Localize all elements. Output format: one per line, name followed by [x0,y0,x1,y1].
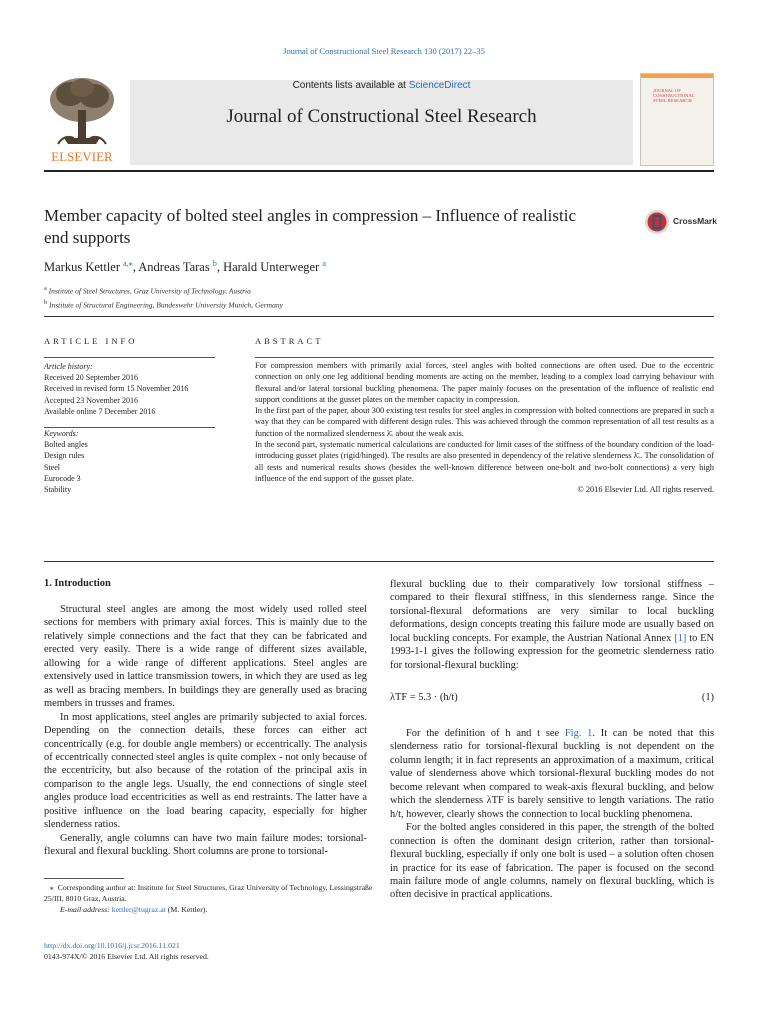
abstract-rule [255,357,714,358]
history-item: Accepted 23 November 2016 [44,395,138,405]
body-text: For the definition of h and t see [406,728,565,739]
affiliation-line [44,283,283,297]
crossmark-badge[interactable] [644,208,716,236]
right-column-bottom [390,727,714,902]
cover-accent-strip [641,74,713,78]
body-text: . It can be noted that this slenderness ratio for torsional-flexural buckling is not dependent on the column length; it in fact represents an approximation of a maximum, critical value of slenderness above which torsional-flexural buckling modes do not become relevant when compared to weak-axis flexural buckling, and below which the slenderness λTF is barely sensitive to length variations. The ratio h/t, however, clearly shows the connection to local buckling phenomena. [390,728,714,820]
body-paragraph: In most applications, steel angles are primarily subjected to axial forces. Depending on the connection details, these forces can either act concentrically (e.g. for double angle members) or eccentrically. The analysis of eccentrically connected steel angles is quite complex - not only because of the eccentricity, but also because of the rotation of the principal axis in comparison to the angle legs. Usually, the end connections of single steel angles produce load eccentricities as well as end restraints. The latter have a positive influence on the load bearing capacity, especially for higher slenderness ratios. [44,711,367,831]
footnote-rule [44,878,124,879]
abstract-heading: ABSTRACT [255,336,324,346]
email-label: E-mail address: [60,905,112,914]
left-column [44,603,367,859]
keyword: Design rules [44,451,85,461]
keywords [44,428,215,495]
journal-reference[interactable]: Journal of Constructional Steel Research 130 (2017) 22–35 [283,46,485,56]
abstract-paragraph: For compression members with primarily axial forces, steel angles with bolted connections are often used. Due to the eccentric connection on only one leg additional bending moments are acting on the member, leading to a complex load carrying behaviour with flexural and/or lateral torsional buckling phenomena. The paper mainly focuses on the presentation of the influence of realistic end support conditions at the gusset plates on the member capacity in compression. [255,361,714,404]
email-suffix: (M. Kettler). [165,905,208,914]
body-paragraph [390,727,714,821]
title-rule [44,316,714,317]
crossmark-label: CrossMark [673,216,717,226]
history-item: Received in revised form 15 November 2016 [44,384,189,394]
author-affiliation-mark[interactable]: b [212,259,217,268]
copyright-notice: © 2016 Elsevier Ltd. All rights reserved. [577,485,714,495]
reference-link[interactable]: [1] [674,632,687,644]
elsevier-wordmark: ELSEVIER [51,149,113,164]
keywords-label: Keywords: [44,429,79,438]
author-affiliation-mark[interactable]: a [322,259,326,268]
history-item: Available online 7 December 2016 [44,406,156,416]
body-paragraph: For the bolted angles considered in this paper, the strength of the bolted connection is often the dominant design criterion, rather than torsional-flexural buckling, especially if only one bolt is used – a solution often chosen in practice for its ease of fabrication. The paper is focused on the second main failure mode of angle columns, namely on flexural buckling, which is often decisive in practical applications. [390,822,714,901]
history-label: Article history: [44,362,93,371]
body-paragraph [390,578,714,672]
footnote-mark: ⁎ [49,883,54,892]
elsevier-logo[interactable] [44,74,120,166]
author-name[interactable]: Andreas Taras [138,260,210,275]
body-text: flexural buckling due to their comparatively low torsional stiffness – compared to their flexural stiffness, in this slenderness range. Since the torsional-flexural deformations are very similar to local buckling deformations, design concepts treating this failure mode are usually based on local buckling concepts. For example, the Austrian National Annex [390,579,714,644]
corresponding-author-footnote [44,882,374,915]
affiliation-line [44,297,283,311]
equation-number: (1) [701,692,714,703]
journal-cover-thumbnail[interactable] [640,73,714,166]
author-separator: , [132,260,139,275]
page-footer [44,940,209,962]
author-name[interactable]: Markus Kettler [44,260,121,275]
affiliation-mark: a [44,285,47,292]
right-column-top [390,578,714,672]
cover-title-line: STEEL RESEARCH [653,98,692,103]
email-line [44,904,374,915]
issn-line: 0143-974X/© 2016 Elsevier Ltd. All rights reserved. [44,952,209,961]
keyword: Bolted angles [44,440,88,450]
author-separator: , [216,260,224,275]
doi-link[interactable]: http://dx.doi.org/10.1016/j.jcsr.2016.11.021 [44,941,180,950]
affiliation-mark: b [44,298,48,306]
keyword: Stability [44,485,72,495]
cover-title-line: JOURNAL OF [653,88,681,93]
equation [390,692,714,703]
keyword: Steel [44,462,60,472]
email-link[interactable]: kettler@tugraz.at [111,905,166,914]
author-name[interactable]: Harald Unterweger [223,260,320,275]
abstract-paragraph: In the second part, systematic numerical calculations are conducted for limit cases of the stiffness of the boundary condition of the load-introducing gusset plates (rigid/hinged). The results are also presented in dependency of the relative slenderness λ̄ᵥ. The consolidation of all tests and numerical results shows (besides the well-known difference between one-bolt and two-bolt connections) a very high influence of the end support of the gusset plate. [255,440,714,483]
footnote-text: Corresponding author at: Institute for Steel Structures, Graz University of Technology, Lessingstraße 25/III, 8010 Graz, Austria. [44,883,373,903]
article-info-rule [44,357,215,358]
contents-line [130,80,633,91]
journal-title[interactable]: Journal of Constructional Steel Research [226,106,537,127]
affiliation-text: Institute of Structural Engineering, Bundeswehr University Munich, Germany [49,300,283,309]
abstract-body [255,360,714,496]
body-text: to EN 1993-1-1 gives the following expression for the geometric slenderness ratio for torsional-flexural buckling: [390,632,714,671]
abstract-bottom-rule [44,561,714,562]
article-info-heading: ARTICLE INFO [44,336,138,346]
elsevier-tree-icon [44,74,120,166]
author-list [44,259,326,275]
abstract-paragraph: In the first part of the paper, about 300 existing test results for steel angles in compression with bolted connections are prepared in such a way that they can be compared with different design rules. This was achieved through the common representation of all test results as a function of the normalized slenderness λ̄ᵥ about the weak axis. [255,406,714,438]
cover-title-line: CONSTRUCTIONAL [653,93,695,98]
paper-title: Member capacity of bolted steel angles in compression – Influence of realistic end supports [44,206,577,247]
contents-prefix: Contents lists available at [292,80,409,91]
cover-title [653,88,695,103]
crossmark-icon [644,209,670,235]
author-affiliation-mark[interactable]: a,⁎ [123,259,133,268]
equation-expression: λTF = 5.3 · (h/t) [390,692,458,703]
header-rule [44,170,714,172]
footnote-line [44,882,374,904]
history-item: Received 20 September 2016 [44,373,138,383]
sciencedirect-link[interactable]: ScienceDirect [408,80,471,91]
affiliation-text: Institute of Steel Structures, Graz University of Technology, Austria [48,286,251,296]
keyword: Eurocode 3 [44,473,81,483]
body-paragraph: Generally, angle columns can have two main failure modes: torsional-flexural and flexural buckling. Short columns are prone to torsional- [44,832,367,858]
affiliations [44,283,283,310]
section-heading: 1. Introduction [44,578,111,589]
article-history [44,361,215,417]
body-paragraph: Structural steel angles are among the most widely used rolled steel sections for members with primary axial forces. This is mainly due to the relatively simple connections and the fact that they can be fabricated and erected very easily. There is a wide range of different sizes available, allowing for a wide range of different applications. Steel angles are extensively used in lattice transmission towers, in which they are used as leg as well as bracing members. In buildings they are generally used as bracing members in trusses and frames. [44,604,367,710]
figure-link[interactable]: Fig. 1 [564,728,593,739]
